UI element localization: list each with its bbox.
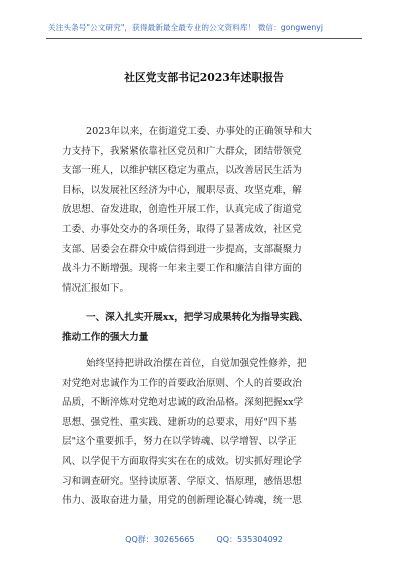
text-line: 力支持下，我紧紧依靠社区党员和广大群众，团结带领党 — [62, 145, 302, 157]
text-line: 工委、办事处交办的各项任务，取得了显著成效，社区党 — [62, 223, 302, 235]
text-line: 层"这个重要抓手，努力在以学铸魂、以学增智、以学正 — [62, 436, 297, 448]
page-footer — [0, 534, 408, 545]
text-line: 习和调查研究。坚持读原著、学原文、悟原理，感悟思想 — [62, 475, 302, 487]
heading-line: 推动工作的强大力量 — [62, 331, 149, 343]
document-title: 社区党支部书记2023年述职报告 — [124, 71, 284, 84]
text-line: 品质，不断淬炼对党绝对忠诚的政治品格。深刻把握xx学 — [62, 397, 304, 409]
body-paragraph-2 — [62, 354, 348, 511]
text-line: 思想、强党性、重实践、建新功的总要求，用好"四下基 — [62, 416, 297, 428]
section-heading-1 — [62, 308, 348, 347]
text-line: 支部、居委会在群众中威信得到进一步提高，支部凝聚力 — [62, 243, 302, 255]
header-divider — [46, 38, 362, 39]
text-line: 支部一班人，以维护辖区稳定为重点，以改善居民生活为 — [62, 165, 302, 177]
body-paragraph-1 — [62, 122, 348, 298]
heading-line: 一、深入扎实开展xx，把学习成果转化为指导实践、 — [86, 312, 309, 323]
text-line: 目标，以发展社区经济为中心，履职尽责、攻坚克难，解 — [62, 184, 302, 196]
text-line: 战斗力不断增强。现将一年来主要工作和廉洁自律方面的 — [62, 263, 302, 275]
footer-qq-contact: QQ：535304092 — [216, 535, 283, 544]
page-header: 关注头条号"公文研究"，获得最新最全最专业的公文资料库！ 微信：gongwenyj — [48, 23, 324, 32]
text-line: 情况汇报如下。 — [62, 282, 130, 294]
text-line: 放思想、奋发进取，创造性开展工作，认真完成了街道党 — [62, 204, 302, 216]
text-line: 2023年以来，在街道党工委、办事处的正确领导和大 — [86, 126, 312, 137]
text-line: 始终坚持把讲政治摆在首位，自觉加强党性修养，把 — [86, 358, 307, 369]
text-line: 伟力、汲取奋进力量，用党的创新理论凝心铸魂，统一思 — [62, 495, 302, 507]
text-line: 风、以学促干方面取得实实在在的成效。切实抓好理论学 — [62, 455, 302, 467]
footer-qq-group: QQ群：30265665 — [125, 535, 195, 544]
text-line: 对党绝对忠诚作为工作的首要政治原则、个人的首要政治 — [62, 377, 302, 389]
